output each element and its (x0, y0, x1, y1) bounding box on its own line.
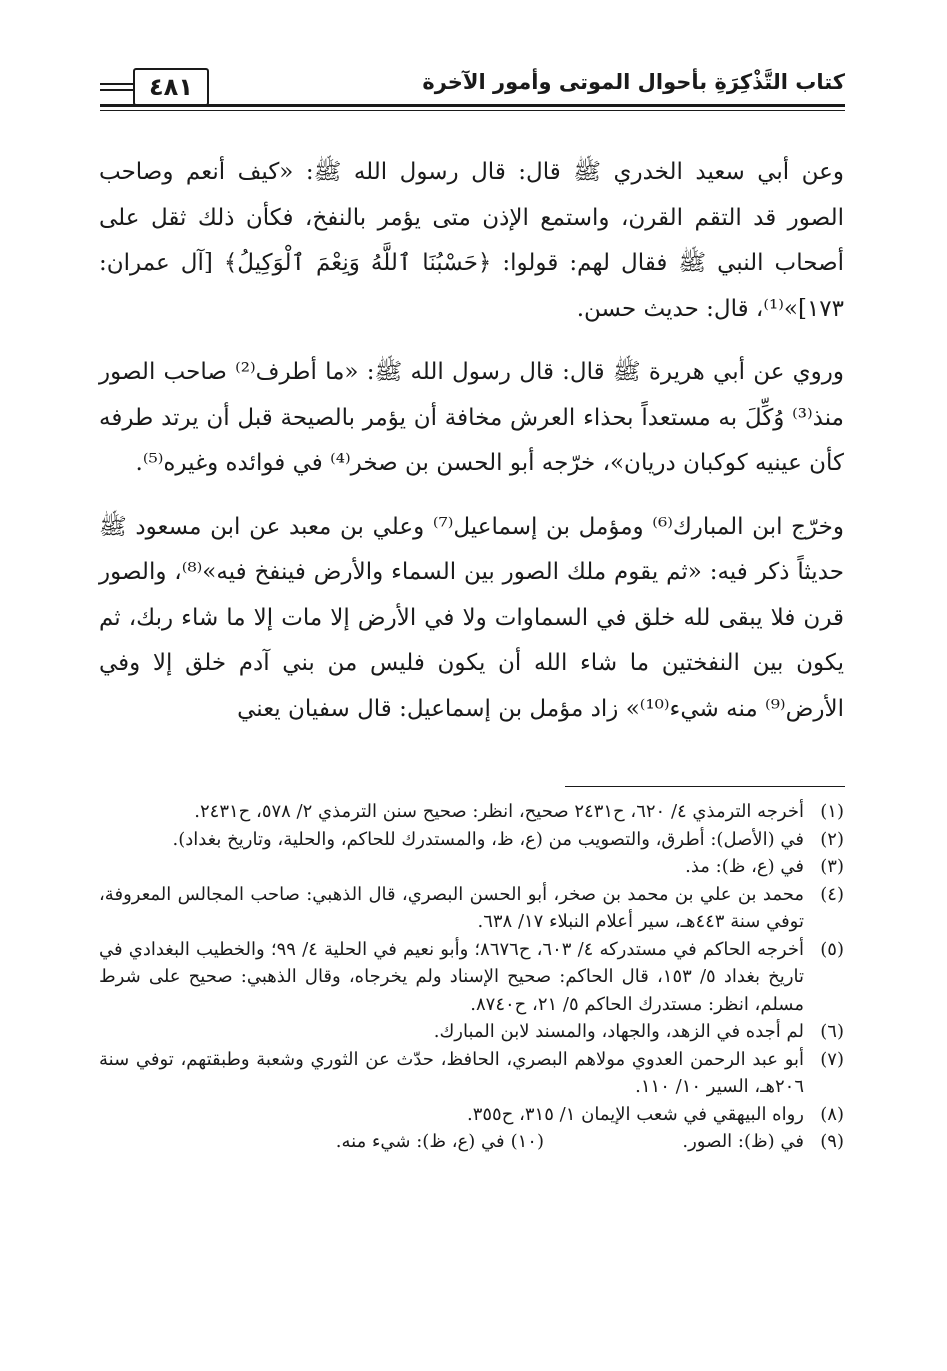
footnote-number: (١) (820, 801, 844, 822)
header-rule (100, 83, 133, 85)
footnote-number: (٤) (820, 883, 844, 905)
footnotes (99, 798, 844, 1156)
page-number: ٤٨١ (133, 68, 209, 106)
footnote-text: أخرجه الحاكم في مستدركه ٤/ ٦٠٣، ح٨٦٧٦؛ وأبو نعيم في الحلية ٤/ ٩٩؛ والخطيب البغدادي في تاريخ بغداد ٥/ ١٥٣، قال الحاكم: صحيح الإسناد ولم يخرجاه، وقال الذهبي: صحيح على شرط مسلم، انظر: مستدرك الحاكم ٥/ ٢١، ح٨٧٤٠. (99, 938, 805, 1015)
footnote-number: (٥) (820, 938, 844, 960)
footnote (99, 881, 844, 936)
main-text (99, 150, 844, 750)
page-header (100, 70, 845, 106)
footnote-text: في (ظ): الصور. (682, 1131, 804, 1152)
running-title: كتاب التَّذْكِرَةِ بأحوال الموتى وأمور الآخرة (422, 70, 845, 94)
footnote-number: (٨) (820, 1103, 844, 1125)
footnote-text: في (ع، ظ): شيء منه. (335, 1131, 505, 1152)
footnote-number: (١٠) (510, 1131, 544, 1152)
paragraph: وروي عن أبي هريرة ﷺ قال: قال رسول الله ﷺ: «ما أطرف⁽²⁾ صاحب الصور منذ⁽³⁾ وُكِّلَ به مستعداً بحذاء العرش مخافة أن يؤمر بالصيحة قبل أن يرتد طرفه كأن عينيه كوكبان دريان»، خرّجه أبو الحسن بن صخر⁽⁴⁾ في فوائده وغيره⁽⁵⁾. (99, 359, 844, 476)
footnote (544, 1128, 844, 1156)
footnote-number: (٣) (820, 856, 844, 877)
header-rule (100, 89, 133, 91)
footnote (99, 1046, 844, 1101)
footnote (99, 936, 844, 1019)
footnote-number: (٩) (820, 1131, 844, 1152)
footnote (99, 798, 844, 826)
footnote-text: رواه البيهقي في شعب الإيمان ١/ ٣١٥، ح٣٥٥. (466, 1103, 804, 1125)
footnote-number: (٢) (820, 828, 844, 850)
paragraph: وعن أبي سعيد الخدري ﷺ قال: قال رسول الله ﷺ: «كيف أنعم وصاحب الصور قد التقم القرن، واستمع الإذن متى يؤمر بالنفخ، فكأن ذلك ثقل على أصحاب النبي ﷺ فقال لهم: قولوا: ﴿حَسْبُنَا ٱللَّهُ وَنِعْمَ ٱلْوَكِيلُ﴾ [آل عمران: ١٧٣]»⁽¹⁾، قال: حديث حسن. (99, 159, 844, 322)
footnote (336, 1128, 544, 1156)
footnote-text: في (ع، ظ): مذ. (685, 856, 804, 877)
footnote-pair (99, 1128, 844, 1156)
footnote (99, 826, 844, 854)
footnote-text: محمد بن علي بن محمد بن صخر، أبو الحسن البصري، قال الذهبي: صاحب المجالس المعروفة، توفي سنة ٤٤٣هـ، سير أعلام النبلاء ١٧/ ٦٣٨. (99, 883, 804, 932)
footnote-number: (٦) (820, 1021, 844, 1042)
footnote (99, 1018, 844, 1046)
footnote-number: (٧) (820, 1048, 844, 1070)
footnote-text: في (الأصل): أطرق، والتصويب من (ع، ظ، والمستدرك للحاكم، والحلية، وتاريخ بغداد). (172, 828, 804, 850)
header-rule (100, 104, 845, 107)
footnote (99, 1101, 844, 1129)
footnote (99, 853, 844, 881)
footnote-text: أخرجه الترمذي ٤/ ٦٢٠، ح٢٤٣١ صحيح، انظر: صحيح سنن الترمذي ٢/ ٥٧٨، ح٢٤٣١. (194, 801, 804, 822)
footnote-text: أبو عبد الرحمن العدوي مولاهم البصري، الحافظ، حدّث عن الثوري وشعبة وطبقتهم، توفي سنة ٢٠٦هـ، السير ١٠/ ١١٠. (99, 1048, 804, 1097)
paragraph: وخرّج ابن المبارك⁽⁶⁾ ومؤمل بن إسماعيل⁽⁷⁾ وعلي بن معبد عن ابن مسعود ﷺ حديثاً ذكر فيه: «ثم يقوم ملك الصور بين السماء والأرض فينفخ فيه»⁽⁸⁾، والصور قرن فلا يبقى لله خلق في السماوات ولا في الأرض إلا مات إلا ما شاء ربك، ثم يكون بين النفختين ما شاء الله أن يكون فليس من بني آدم خلق إلا وفي الأرض⁽⁹⁾ منه شيء⁽¹⁰⁾» زاد مؤمل بن إسماعيل: قال سفيان يعني (99, 513, 844, 722)
footnote-separator (565, 786, 845, 787)
header-rule (100, 110, 845, 111)
footnote-text: لم أجده في الزهد، والجهاد، والمسند لابن المبارك. (433, 1021, 804, 1042)
